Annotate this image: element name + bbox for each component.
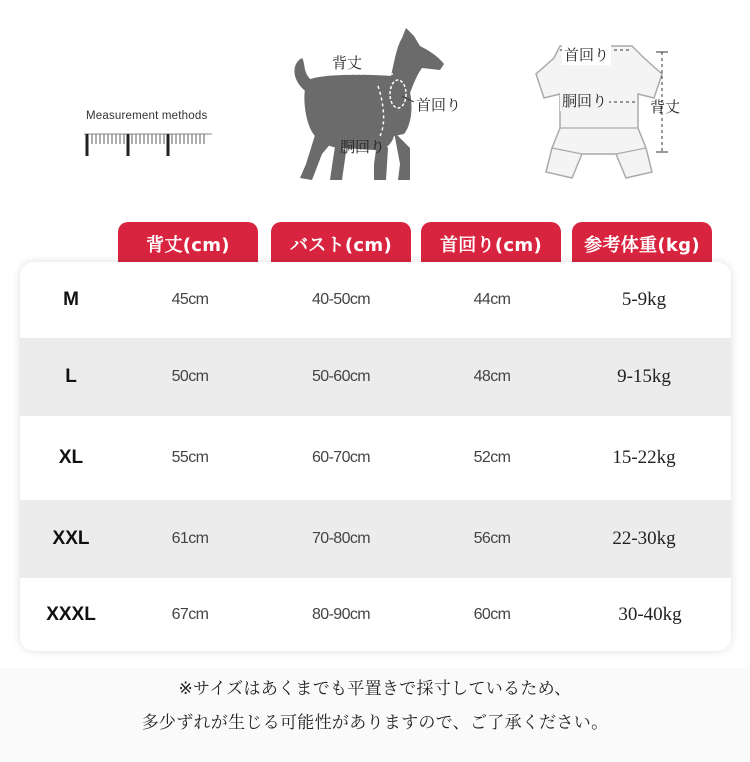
back-length-cell: 61cm (171, 530, 209, 547)
measurement-methods-caption: Measurement methods (86, 110, 208, 122)
table-row (20, 338, 731, 416)
neck-cell: 44cm (473, 291, 511, 308)
neck-cell: 56cm (473, 530, 511, 547)
clothes-neck-label: 首回り (564, 46, 610, 64)
note-line-1: ※サイズはあくまでも平置きで採寸しているため、 (178, 679, 572, 699)
bust-cell: 60-70cm (311, 449, 371, 466)
back-length-cell: 45cm (171, 291, 209, 308)
back-length-cell: 67cm (171, 605, 209, 623)
dog-chest-label: 胴回り (340, 138, 386, 156)
size-cell: XXL (52, 528, 90, 549)
weight-cell: 9-15kg (617, 366, 671, 387)
note-line-2: 多少ずれが生じる可能性がありますので、ご了承ください。 (141, 713, 609, 733)
table-row (20, 262, 731, 338)
clothes-chest-label: 胴回り (562, 92, 608, 110)
bust-cell: 70-80cm (311, 530, 371, 547)
size-cell: XL (58, 447, 84, 468)
table-row (20, 578, 731, 651)
header-neck: 首回り(cm) (421, 222, 561, 266)
neck-cell: 48cm (473, 368, 511, 385)
size-cell: XXXL (46, 603, 96, 625)
header-weight: 参考体重(kg) (572, 222, 712, 266)
weight-cell: 22-30kg (612, 528, 676, 549)
table-row (20, 500, 731, 578)
size-cell: L (65, 366, 77, 387)
header-back-length: 背丈(cm) (118, 222, 258, 266)
table-row (20, 416, 731, 500)
neck-cell: 52cm (473, 449, 511, 466)
weight-cell: 15-22kg (612, 447, 676, 468)
back-length-cell: 55cm (171, 449, 209, 466)
ruler-icon (84, 130, 212, 158)
header-bust: バスト(cm) (271, 222, 411, 266)
neck-cell: 60cm (473, 605, 511, 623)
size-cell: M (63, 289, 79, 310)
weight-cell: 30-40kg (618, 603, 682, 625)
back-length-cell: 50cm (171, 368, 209, 385)
bust-cell: 80-90cm (311, 605, 371, 623)
dog-back-length-label: 背丈 (332, 54, 363, 72)
bust-cell: 50-60cm (311, 368, 371, 385)
size-table (20, 262, 731, 651)
dog-neck-label: 首回り (416, 96, 462, 114)
bust-cell: 40-50cm (311, 291, 371, 308)
clothes-back-length-label: 背丈 (650, 98, 681, 116)
weight-cell: 5-9kg (621, 289, 667, 310)
